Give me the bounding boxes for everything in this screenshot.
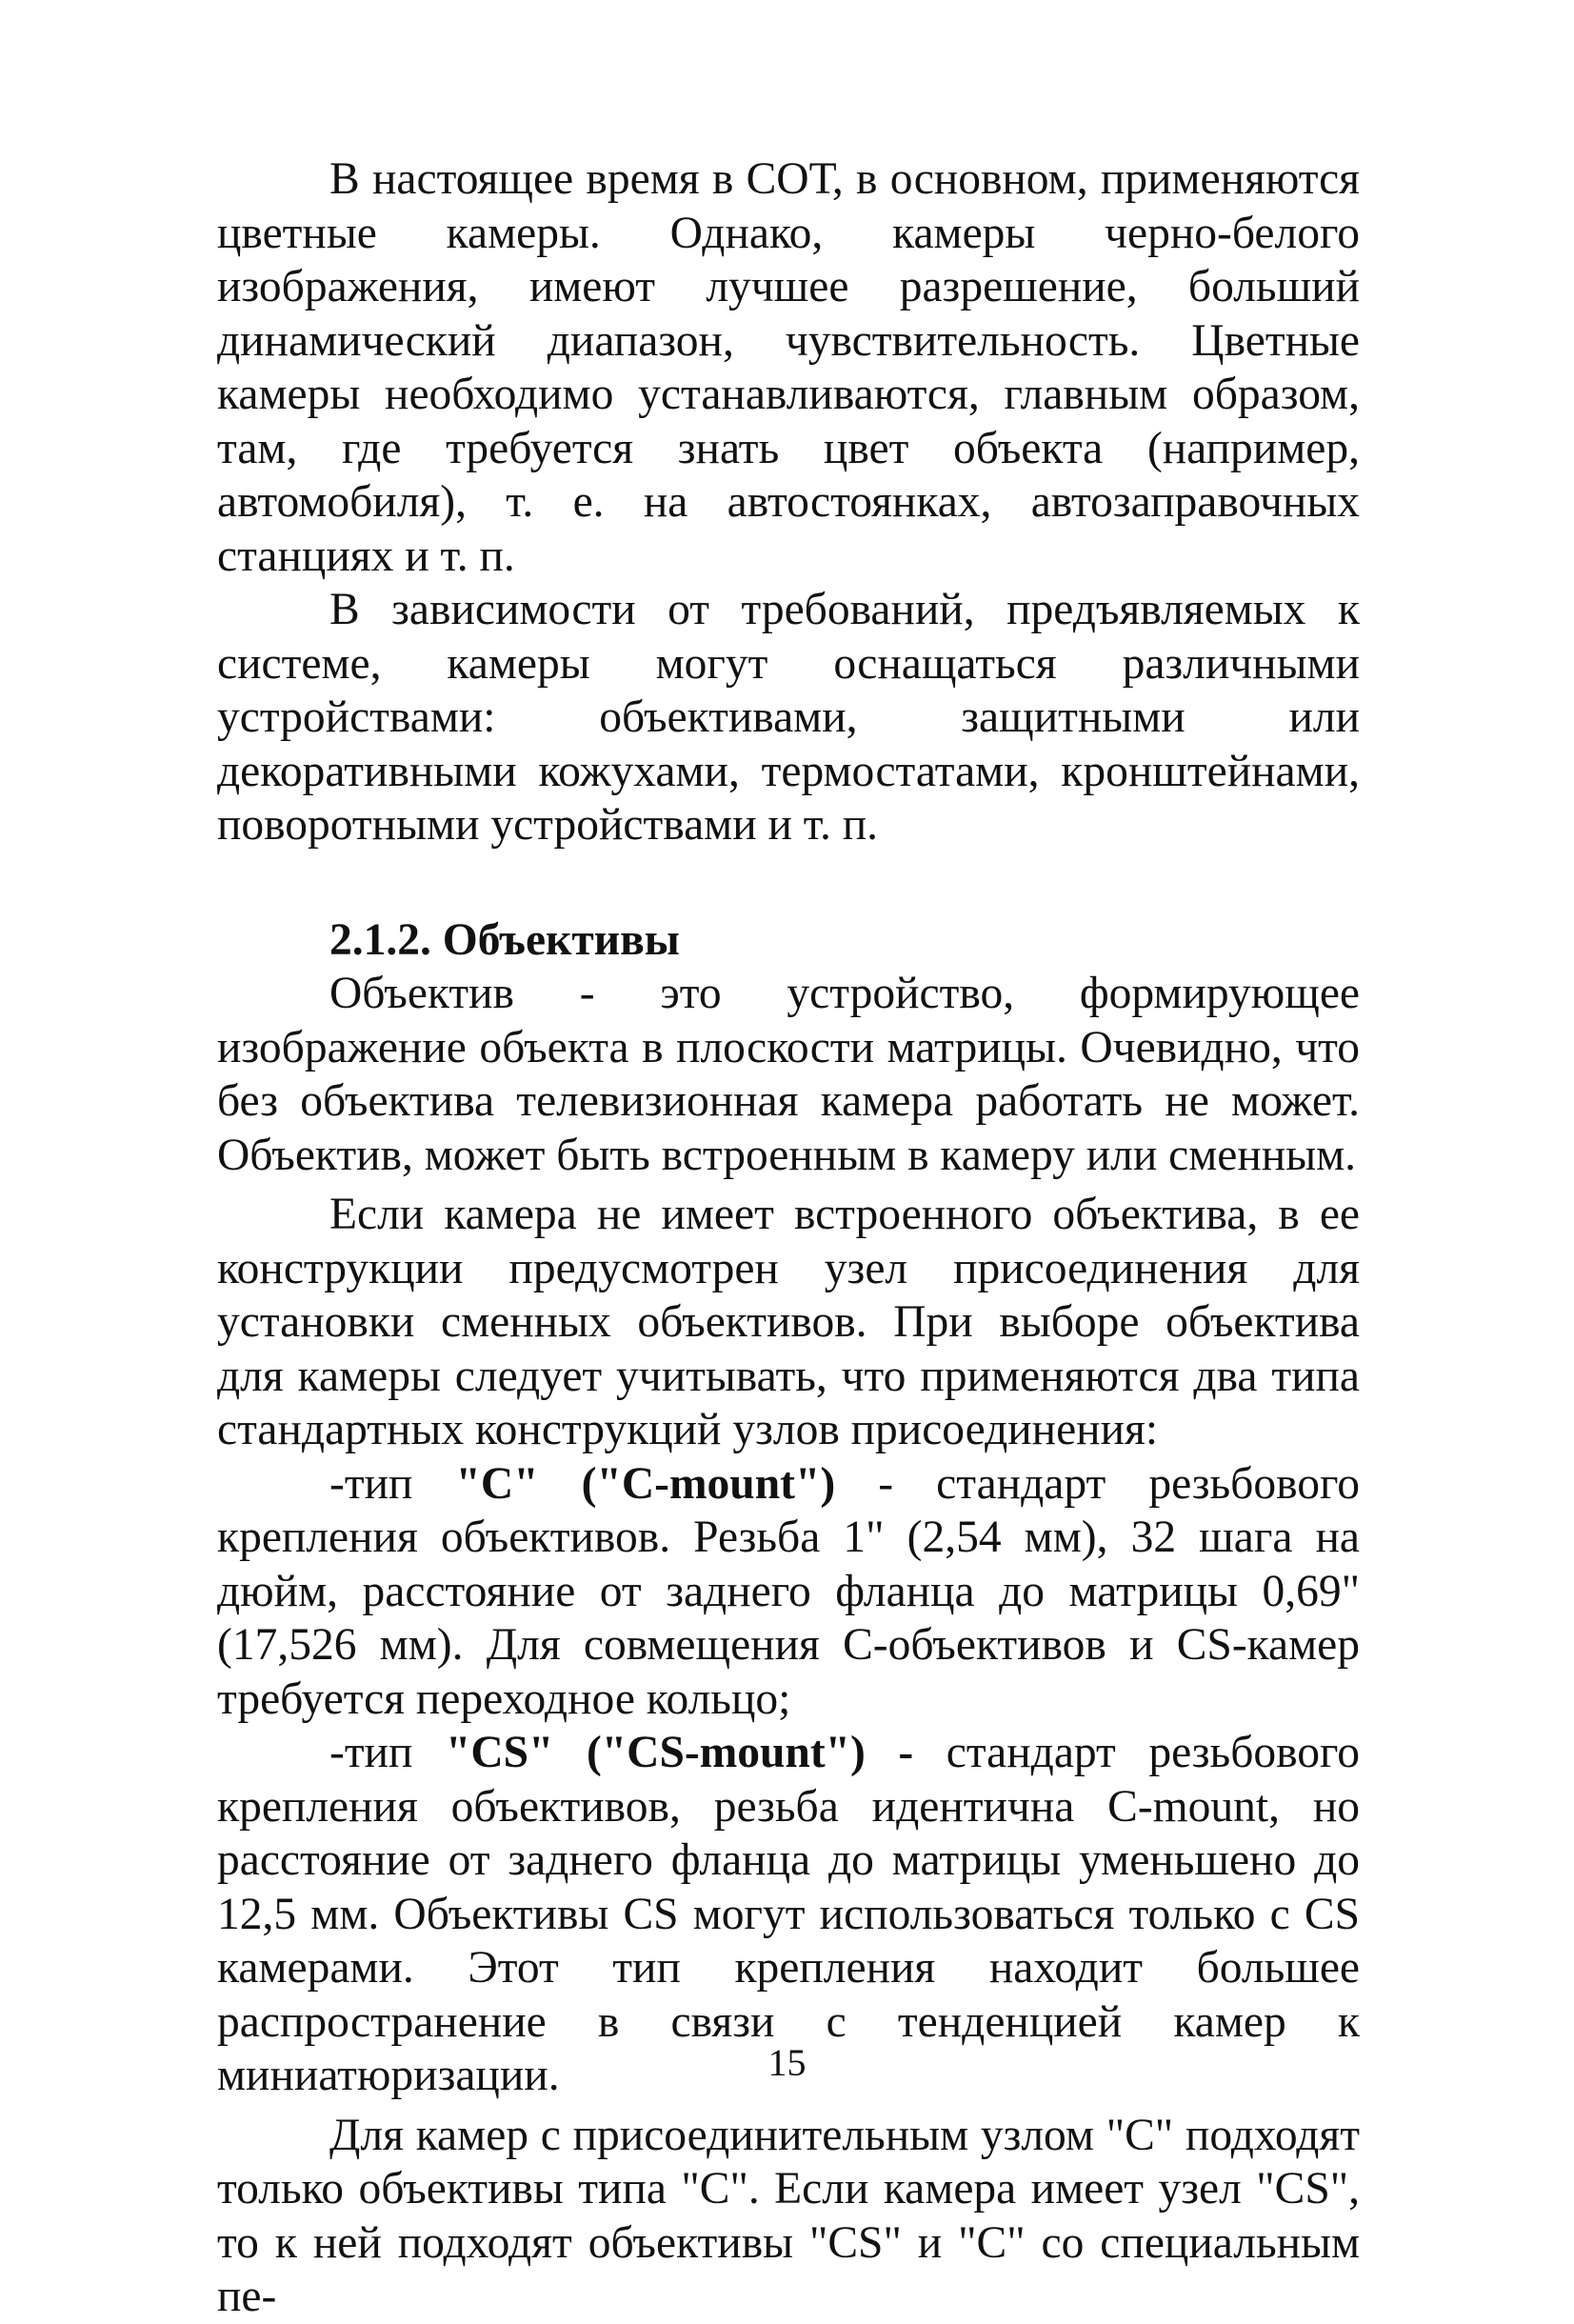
c-mount-name: "С" ("C-mount") <box>455 1458 836 1509</box>
cs-mount-name: "CS" ("CS-mount") - <box>445 1728 914 1777</box>
paragraph-color-cameras: В настоящее время в СОТ, в основном, применяются цветные камеры. Однако, камеры черно-белого изображения, имеют лучшее разрешение, больший динамический диапазон, чувствительность. Цветные камеры необходимо устанавливаются, главным образом, там, где требуется знать цвет объекта (например, автомобиля), т. е. на автостоянках, автозаправочных станциях и т. п. <box>217 154 1360 581</box>
paragraph-c-mount <box>217 1457 1360 1727</box>
cs-mount-description: стандарт резьбового крепления объективов, резьба идентична C-mount, но расстояние от заднего фланца до матрицы уменьшено до 12,5 мм. Объективы CS могут использоваться только с CS камерами. Этот тип крепления находит большее распространение в связи с тенденцией камер к миниатюризации. <box>217 1728 1361 2100</box>
cs-mount-prefix: -тип <box>329 1728 446 1777</box>
paragraph-lens-definition: Объектив - это устройство, формирующее изображение объекта в плоскости матрицы. Очевидно, что без объектива телевизионная камера работать не может. Объектив, может быть встроенным в камеру или сменным. <box>217 969 1360 1180</box>
paragraph-compatibility: Для камер с присоединительным узлом "С" подходят только объективы типа "С". Если камера имеет узел "CS", то к ней подходят объективы "CS" и "С" со специальным пе- <box>217 2110 1360 2321</box>
page-number: 15 <box>767 2041 807 2084</box>
page-body <box>217 152 1360 2324</box>
c-mount-description: - стандарт резьбового крепления объективов. Резьба 1" (2,54 мм), 32 шага на дюйм, расстояние от заднего фланца до матрицы 0,69" (17,526 мм). Для совмещения С-объективов и CS-камер требуется переходное кольцо; <box>217 1458 1360 1724</box>
paragraph-lens-mounts: Если камера не имеет встроенного объектива, в ее конструкции предусмотрен узел присоединения для установки сменных объективов. При выборе объектива для камеры следует учитывать, что применяются два типа стандартных конструкций узлов присоединения: <box>217 1190 1360 1454</box>
section-heading: 2.1.2. Объективы <box>329 914 680 965</box>
paragraph-camera-accessories: В зависимости от требований, предъявляемых к системе, камеры могут оснащаться различными устройствами: объективами, защитными или декоративными кожухами, термостатами, кронштейнами, поворотными устройствами и т. п. <box>217 585 1360 850</box>
c-mount-prefix: -тип <box>329 1458 456 1509</box>
